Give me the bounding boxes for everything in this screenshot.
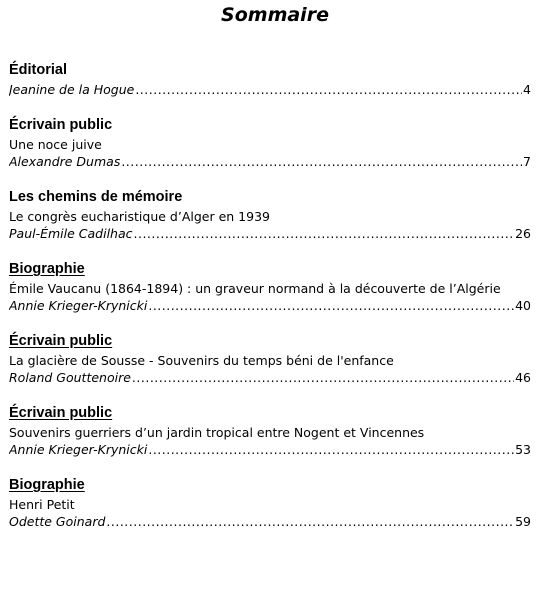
section-rubric: Écrivain public (9, 405, 113, 421)
section-rubric: Écrivain public (9, 117, 113, 133)
author-name: Jeanine de la Hogue (9, 82, 135, 97)
author-name: Annie Krieger-Krynicki (9, 298, 148, 313)
article-title: Une noce juive (9, 137, 102, 152)
toc-entries (9, 60, 531, 530)
section-rubric: Écrivain public (9, 333, 113, 349)
toc-entry-ecrivain-public-1 (9, 115, 531, 170)
author-name: Odette Goinard (9, 514, 106, 529)
toc-entry-biographie-2 (9, 475, 531, 530)
dot-leader (134, 225, 515, 242)
article-title: La glacière de Sousse - Souvenirs du temps béni de l'enfance (9, 353, 394, 368)
author-line (9, 441, 531, 458)
toc-entry-chemins-de-memoire (9, 187, 531, 242)
dot-leader (106, 513, 514, 530)
author-line (9, 81, 531, 98)
dot-leader (132, 369, 514, 386)
page-number: 46 (515, 370, 531, 385)
section-rubric: Biographie (9, 477, 85, 493)
article-title: Émile Vaucanu (1864-1894) : un graveur normand à la découverte de l’Algérie (9, 281, 501, 296)
toc-entry-ecrivain-public-3 (9, 403, 531, 458)
author-line (9, 153, 531, 170)
article-title: Henri Petit (9, 497, 75, 512)
author-line (9, 513, 531, 530)
author-name: Roland Gouttenoire (9, 370, 131, 385)
page-number: 7 (523, 154, 531, 169)
section-rubric: Les chemins de mémoire (9, 189, 183, 205)
dot-leader (148, 297, 514, 314)
page-number: 4 (523, 82, 531, 97)
author-name: Annie Krieger-Krynicki (9, 442, 148, 457)
page-number: 59 (515, 514, 531, 529)
section-rubric: Éditorial (9, 62, 68, 78)
author-line (9, 225, 531, 242)
author-line (9, 369, 531, 386)
section-rubric: Biographie (9, 261, 85, 277)
toc-entry-ecrivain-public-2 (9, 331, 531, 386)
page-number: 26 (515, 226, 531, 241)
page-number: 40 (515, 298, 531, 313)
toc-entry-editorial (9, 60, 531, 98)
article-title: Le congrès eucharistique d’Alger en 1939 (9, 209, 270, 224)
author-name: Paul-Émile Cadilhac (9, 226, 133, 241)
dot-leader (135, 81, 522, 98)
author-name: Alexandre Dumas (9, 154, 121, 169)
page-title: Sommaire (221, 4, 329, 26)
dot-leader (121, 153, 522, 170)
toc-entry-biographie-1 (9, 259, 531, 314)
article-title: Souvenirs guerriers d’un jardin tropical entre Nogent et Vincennes (9, 425, 425, 440)
dot-leader (148, 441, 514, 458)
author-line (9, 297, 531, 314)
page-number: 53 (515, 442, 531, 457)
